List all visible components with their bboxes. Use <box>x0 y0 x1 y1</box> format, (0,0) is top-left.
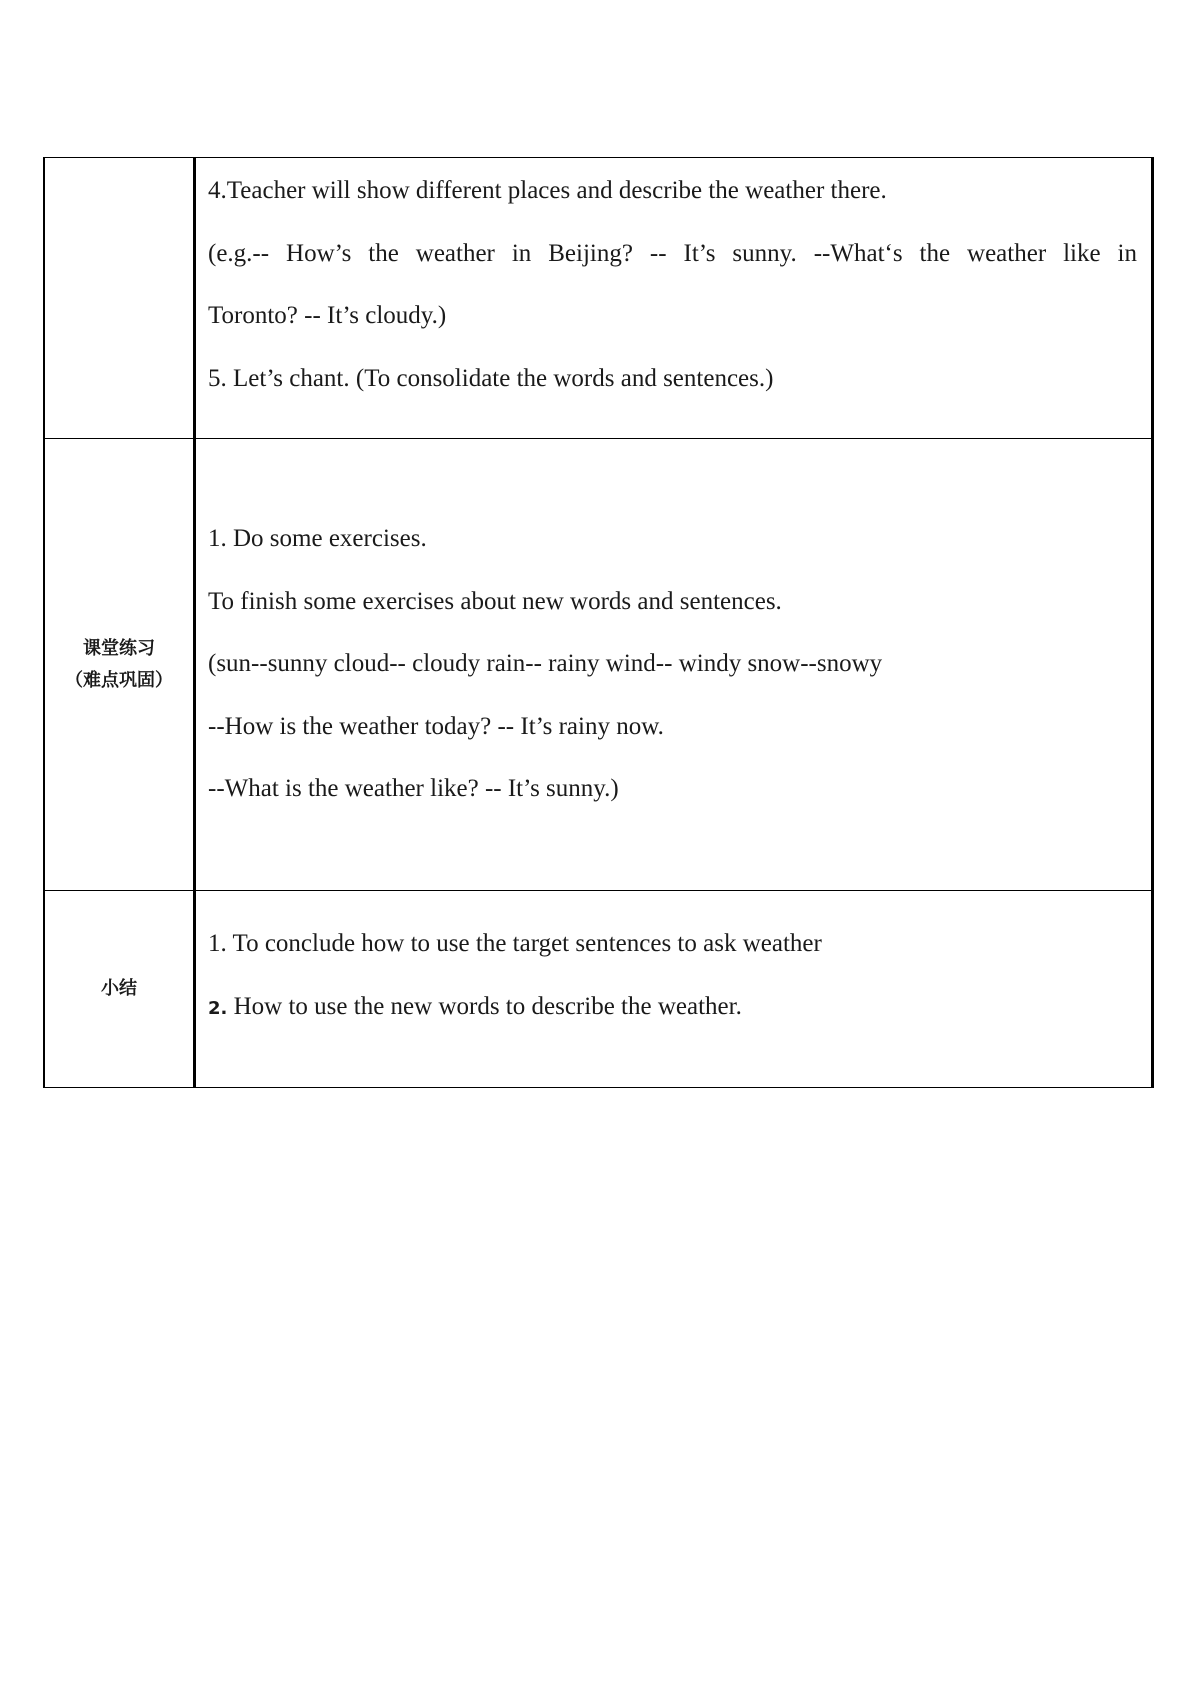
content-line: 5. Let’s chant. (To consolidate the words and sentences.) <box>208 364 774 392</box>
label-line: （难点巩固） <box>65 669 173 691</box>
content-line: 4.Teacher will show different places and describe the weather there. <box>208 177 887 204</box>
content-line: 1. To conclude how to use the target sentences to ask weather <box>208 930 822 957</box>
table-row <box>44 158 1153 439</box>
content-line: (e.g.-- How’s the weather in Beijing? -- It’s sunny. --What‘s the weather like in <box>208 239 1137 267</box>
list-number: 2. <box>208 997 228 1019</box>
list-text: How to use the new words to describe the weather. <box>227 992 742 1020</box>
row-content <box>195 439 1153 891</box>
content-line: Toronto? -- It’s cloudy.) <box>208 302 447 329</box>
row-label-summary <box>44 891 195 1088</box>
row-content <box>195 158 1153 439</box>
table-row <box>44 439 1153 891</box>
content-line: --How is the weather today? -- It’s rainy now. <box>208 712 664 740</box>
row-label-classroom-practice <box>44 439 195 891</box>
table-row <box>44 891 1153 1088</box>
content-line: 1. Do some exercises. <box>208 525 427 552</box>
content-line: --What is the weather like? -- It’s sunny.) <box>208 775 619 802</box>
lesson-plan-table <box>43 157 1154 1088</box>
content-line-numbered <box>208 976 1137 1041</box>
row-content <box>195 891 1153 1088</box>
content-line: To finish some exercises about new words and sentences. <box>208 587 782 615</box>
content-line: (sun--sunny cloud-- cloudy rain-- rainy wind-- windy snow--snowy <box>208 650 883 677</box>
label-line: 课堂练习 <box>83 637 155 659</box>
label-line: 小结 <box>101 978 137 999</box>
row-label-empty <box>44 158 195 439</box>
